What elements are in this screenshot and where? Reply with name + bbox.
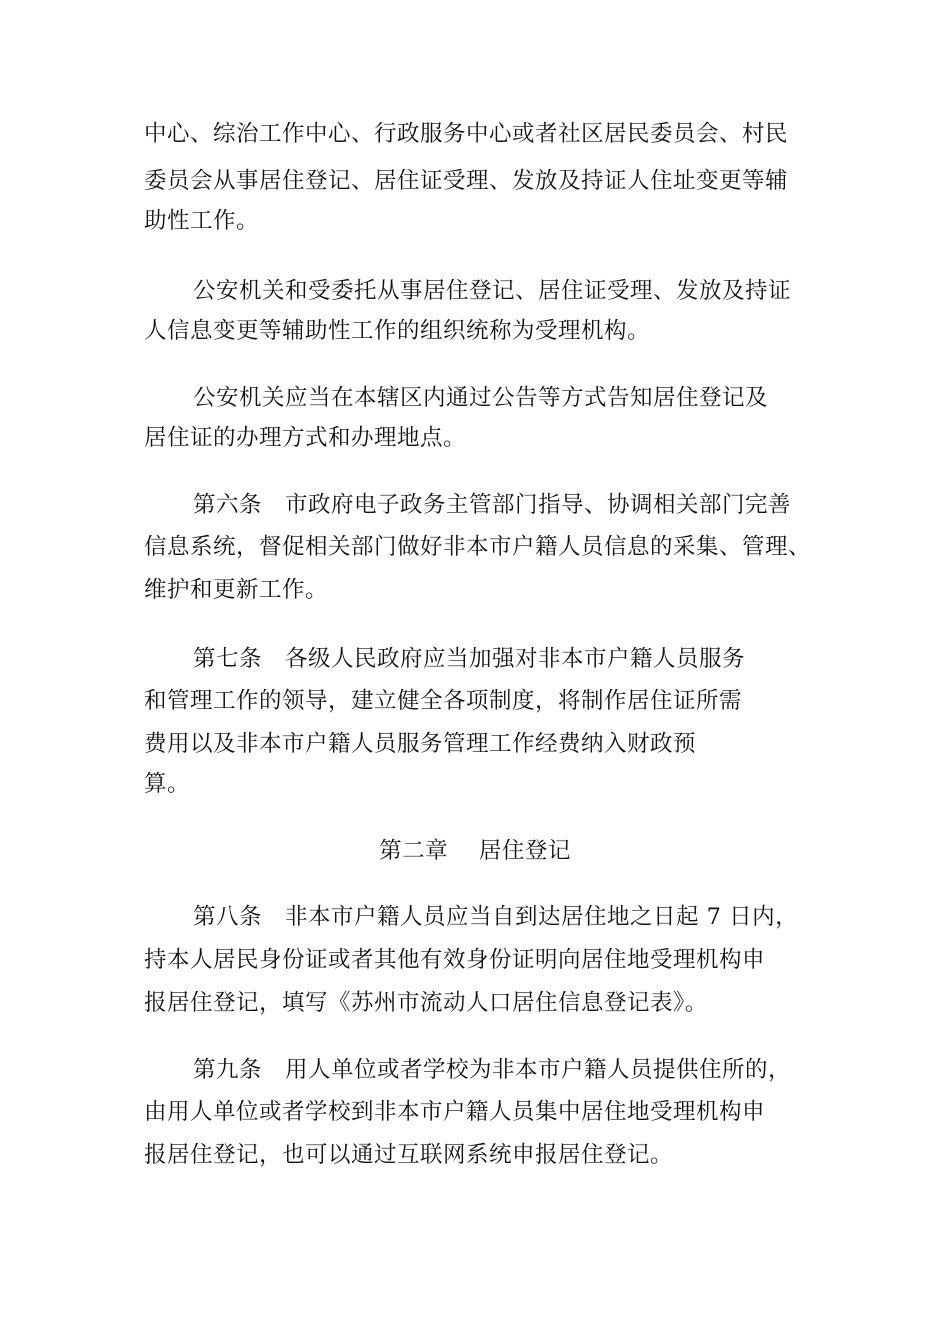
article-9-line: 第九条 用人单位或者学校为非本市户籍人员提供住所的，	[193, 1057, 792, 1083]
paragraph-line: 中心、综治工作中心、行政服务中心或者社区居民委员会、村民	[144, 121, 789, 147]
chapter-heading: 第二章 居住登记	[379, 838, 571, 864]
paragraph-line: 人信息变更等辅助性工作的组织统称为受理机构。	[144, 318, 651, 344]
article-6-line: 信息系统，督促相关部门做好非本市户籍人员信息的采集、管理、	[144, 534, 812, 560]
article-6-line: 维护和更新工作。	[144, 577, 329, 603]
article-7-line: 费用以及非本市户籍人员服务管理工作经费纳入财政预	[144, 731, 697, 757]
paragraph-line: 助性工作。	[144, 208, 260, 234]
paragraph-line: 委员会从事居住登记、居住证受理、发放及持证人住址变更等辅	[144, 168, 789, 194]
article-6-line: 第六条 市政府电子政务主管部门指导、协调相关部门完善	[193, 492, 792, 518]
paragraph-line: 公安机关和受委托从事居住登记、居住证受理、发放及持证	[193, 278, 792, 304]
article-8-line: 报居住登记，填写《苏州市流动人口居住信息登记表》。	[144, 990, 708, 1016]
paragraph-line: 公安机关应当在本辖区内通过公告等方式告知居住登记及	[193, 385, 769, 411]
article-9-line: 由用人单位或者学校到非本市户籍人员集中居住地受理机构申	[144, 1099, 766, 1125]
paragraph-line: 居住证的办理方式和办理地点。	[144, 425, 467, 451]
article-7-line: 算。	[144, 771, 191, 797]
article-8-line: 持本人居民身份证或者其他有效身份证明向居住地受理机构申	[144, 947, 766, 973]
article-7-line: 和管理工作的领导，建立健全各项制度，将制作居住证所需	[144, 688, 743, 714]
article-8-line: 第八条 非本市户籍人员应当自到达居住地之日起 7 日内，	[193, 904, 799, 930]
article-7-line: 第七条 各级人民政府应当加强对非本市户籍人员服务	[193, 646, 746, 672]
article-9-line: 报居住登记，也可以通过互联网系统申报居住登记。	[144, 1142, 674, 1168]
